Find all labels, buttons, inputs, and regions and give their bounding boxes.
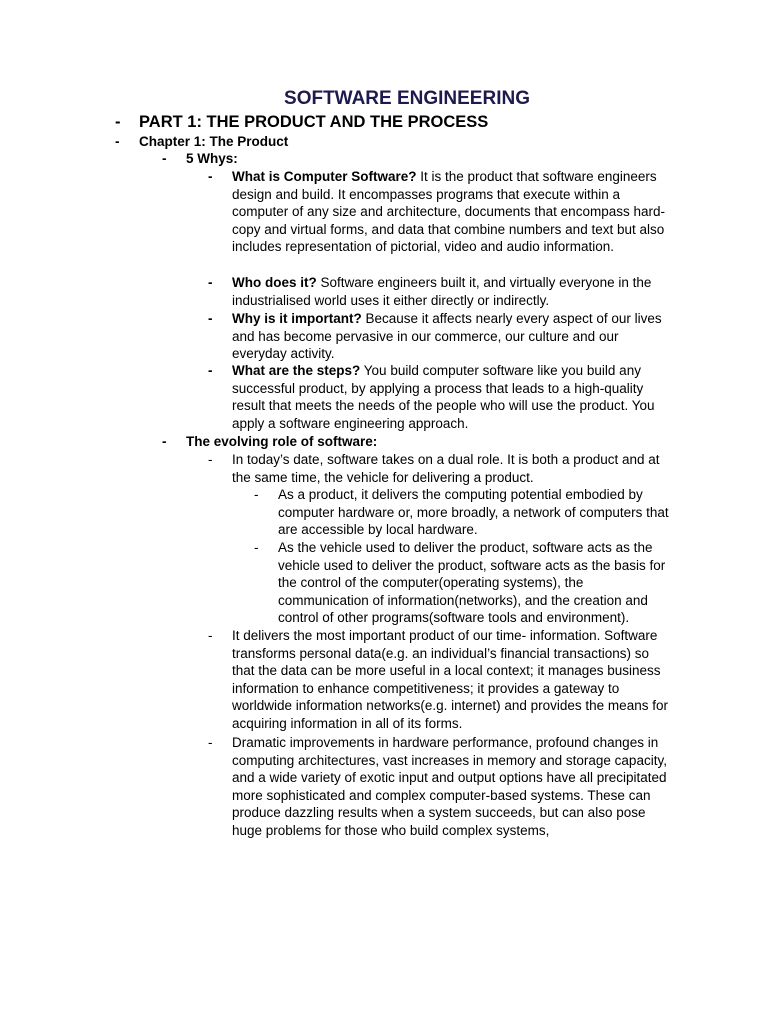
list-item <box>208 274 674 309</box>
bullet-dash: - <box>208 311 213 326</box>
list-item-text <box>232 168 674 256</box>
part-title: PART 1: THE PRODUCT AND THE PROCESS <box>139 113 489 131</box>
list-item <box>208 168 674 256</box>
bullet-dash: - <box>208 452 213 467</box>
bullet-dash: - <box>208 169 213 184</box>
bullet-dash: - <box>162 151 167 166</box>
list-item-label: What are the steps? <box>232 363 361 378</box>
list-item-label: Who does it? <box>232 275 317 290</box>
bullet-dash: - <box>208 363 213 378</box>
list-item-text <box>232 362 674 432</box>
list-item-body: Software engineers built it, and virtually everyone in the industrialised world uses it either directly or indirectly. <box>232 275 652 308</box>
bullet-dash: - <box>115 134 120 149</box>
document-title: SOFTWARE ENGINEERING <box>284 88 530 109</box>
chapter-title: Chapter 1: The Product <box>139 134 289 149</box>
list-item-text: As a product, it delivers the computing potential embodied by computer hardware or, more broadly, a network of computers that are accessible by local hardware. <box>278 487 669 538</box>
whys-heading <box>162 150 238 168</box>
bullet-dash: - <box>208 735 213 750</box>
bullet-dash: - <box>208 275 213 290</box>
bullet-dash: - <box>254 540 259 555</box>
part-heading <box>115 112 488 132</box>
list-item <box>208 734 674 840</box>
whys-title: 5 Whys: <box>186 151 238 166</box>
list-item-body: You build computer software like you build any successful product, by applying a process that leads to a high-quality result that meets the needs of the people who will use the product. You apply a software engineering approach. <box>232 363 655 431</box>
list-item-text <box>232 310 674 363</box>
list-item-text: As the vehicle used to deliver the product, software acts as the vehicle used to deliver the product, software acts as the basis for the control of the computer(operating systems), the communication of information(networks), and the creation and control of other programs(software tools and environment). <box>278 540 666 626</box>
role-title: The evolving role of software: <box>186 434 378 449</box>
list-item-label: What is Computer Software? <box>232 169 417 184</box>
list-item <box>254 486 674 539</box>
list-item-text: Dramatic improvements in hardware performance, profound changes in computing architectures, vast increases in memory and storage capacity, and a wide variety of exotic input and output options have all precipitated more sophisticated and complex computer-based systems. These can produce dazzling results when a system succeeds, but can also pose huge problems for those who build complex systems, <box>232 735 667 838</box>
list-item-body: Because it affects nearly every aspect of our lives and has become pervasive in our commerce, our culture and our everyday activity. <box>232 311 662 362</box>
bullet-dash: - <box>162 434 167 449</box>
bullet-dash: - <box>254 487 259 502</box>
list-item <box>208 627 674 733</box>
list-item <box>208 310 674 363</box>
chapter-heading <box>115 133 288 151</box>
list-item-text: In today’s date, software takes on a dual role. It is both a product and at the same time, the vehicle for delivering a product. <box>232 452 660 485</box>
list-item-text <box>232 274 674 309</box>
list-item <box>254 539 674 627</box>
list-item-body: It is the product that software engineers design and build. It encompasses programs that execute within a computer of any size and architecture, documents that encompass hard-copy and virtual forms, and data that combine numbers and text but also includes representation of pictorial, video and audio information. <box>232 169 665 255</box>
list-item <box>208 451 674 486</box>
bullet-dash: - <box>115 113 121 131</box>
role-heading <box>162 433 377 451</box>
list-item-label: Why is it important? <box>232 311 362 326</box>
list-item-text: It delivers the most important product of our time- information. Software transforms personal data(e.g. an individual’s financial transactions) so that the data can be more useful in a local context; it manages business information to enhance competitiveness; it provides a gateway to worldwide information networks(e.g. internet) and provides the means for acquiring information in all of its forms. <box>232 628 668 731</box>
list-item <box>208 362 674 432</box>
bullet-dash: - <box>208 628 213 643</box>
